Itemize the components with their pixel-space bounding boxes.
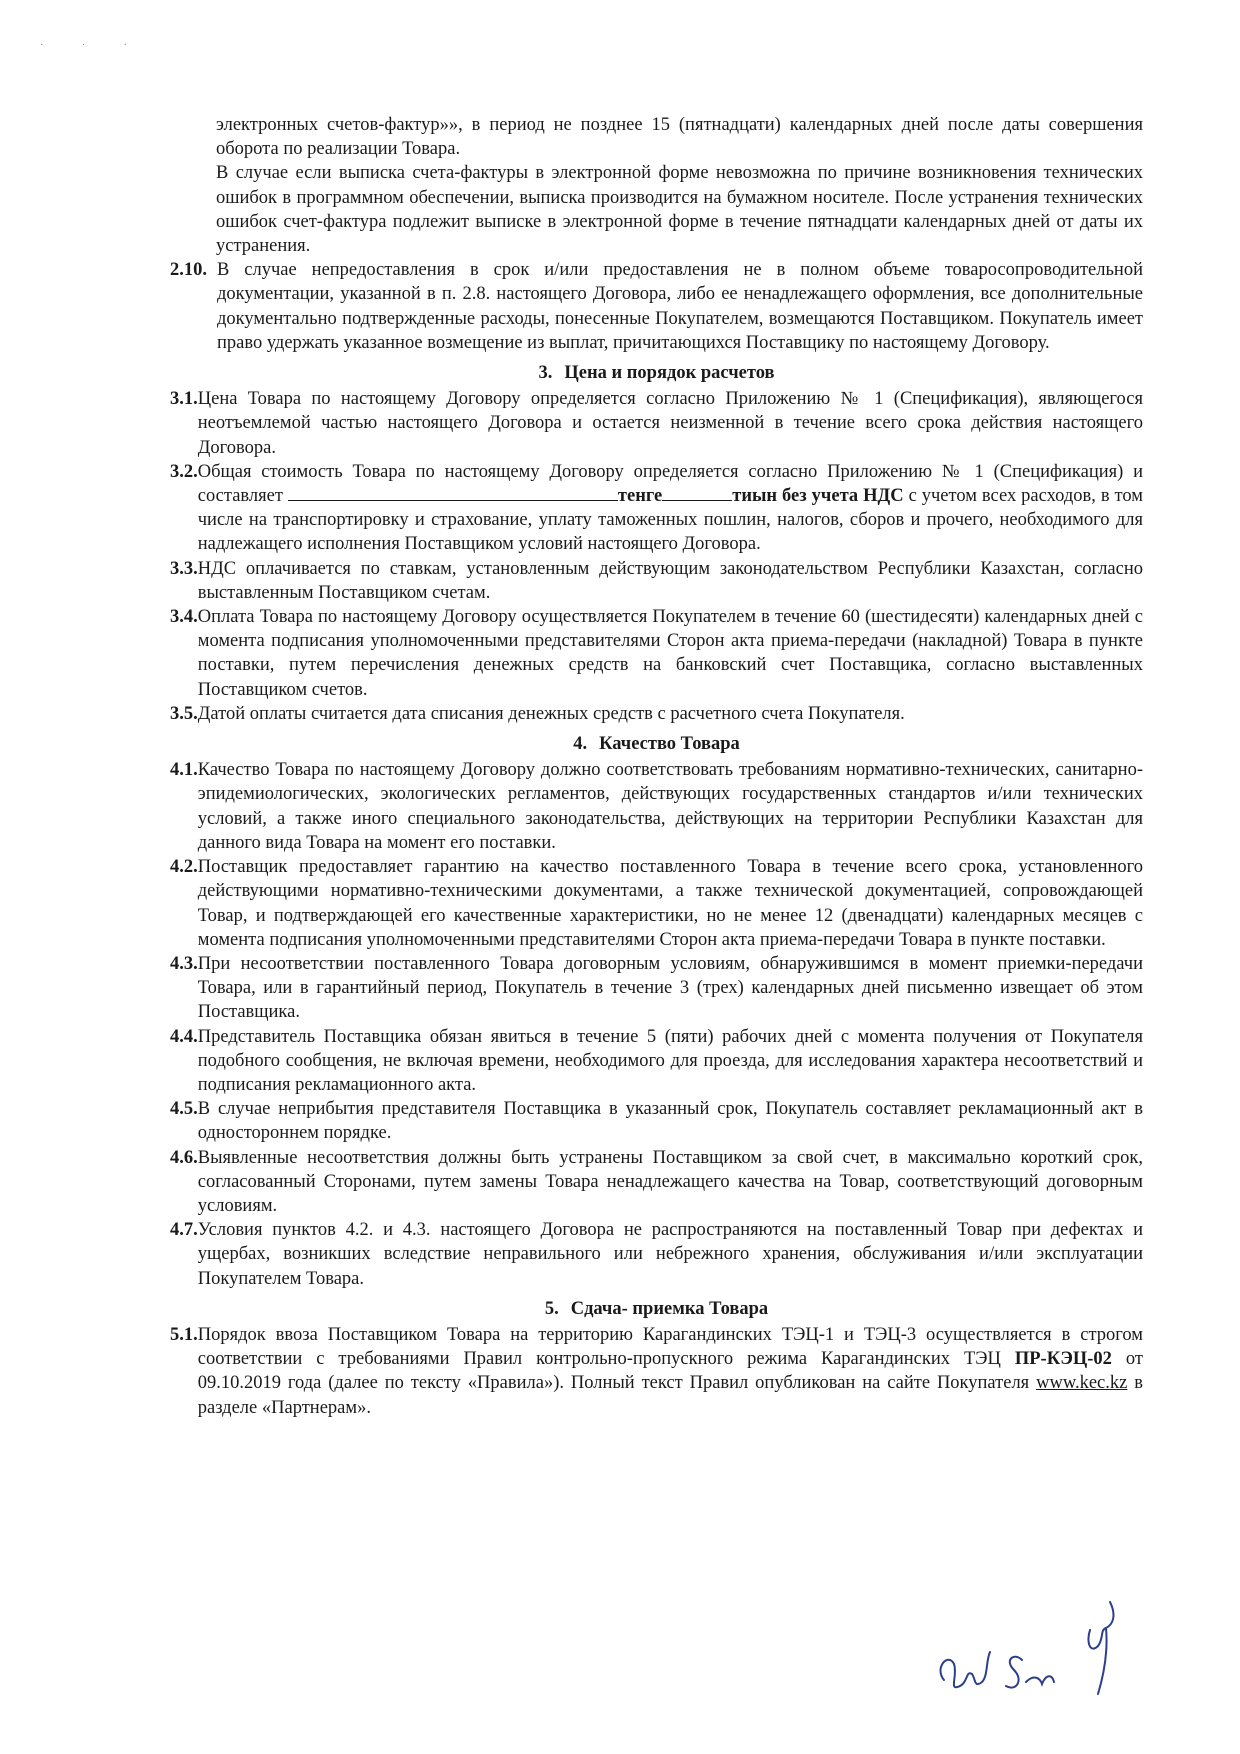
clause-text: Условия пунктов 4.2. и 4.3. настоящего Договора не распространяются на поставленный Товар при дефектах и ущербах, возникших вследствие неправильного или небрежного хранения, обслуживания и/или эксплуатации Покупателем Товара. [197, 1220, 1143, 1289]
clause-number: 2.10. [170, 260, 207, 281]
clause-4-2 [170, 855, 1143, 952]
clause-number: 3.1. [170, 389, 198, 410]
tiyn-label: тиын без учета [732, 486, 859, 507]
clause-4-3 [170, 952, 1143, 1025]
section-number: 5. [544, 1298, 559, 1319]
clause-text: В случае непредоставления в срок и/или предоставления не в полном объеме товаросопроводительной документации, указанной в п. 2.8. настоящего Договора, либо ее ненадлежащего оформления, все дополнительные документально подтвержденные расходы, понесенные Покупателем, возмещаются Поставщиком. Покупатель имеет право удержать указанное возмещение из выплат, причитающихся Поставщику по настоящему Договору. [217, 260, 1143, 353]
tiyn-blank-field [662, 484, 732, 501]
clause-text: Оплата Товара по настоящему Договору осуществляется Покупателем в течение 60 (шестидесяти) календарных дней с момента подписания уполномоченными представителями Сторон акта приема-передачи (накладной) Товара в пункте поставки, путем перечисления денежных средств на банковский счет Поставщика, согласно выставленных Поставщиком счетов. [197, 607, 1143, 700]
clause-number: 5.1. [170, 1324, 198, 1345]
clause-text: Выявленные несоответствия должны быть устранены Поставщиком за свой счет, в максимально короткий срок, согласованный Сторонами, путем замены Товара ненадлежащего качества на Товар, соответствующий договорным условиям. [197, 1147, 1143, 1216]
scan-artifact: · · · [40, 40, 145, 51]
clause-text: НДС оплачивается по ставкам, установленным действующим законодательством Республики Казахстан, согласно выставленным Поставщиком счетам. [197, 558, 1143, 603]
contract-text [170, 113, 1143, 1420]
clause-number: 4.6. [170, 1147, 198, 1168]
clause-3-2-line2: (Спецификация) и составляет [197, 461, 1144, 507]
clause-text: Качество Товара по настоящему Договору должно соответствовать требованиям нормативно-технических, санитарно-эпидемиологических, экологических регламентов, действующих государственных стандартов и/или технических условий, а также иного специального законодательства, действующих на территории Республики Казахстан для данного вида Товара на момент его поставки. [197, 760, 1143, 853]
section-number: 3. [538, 363, 553, 384]
clause-number: 3.3. [170, 558, 198, 579]
clause-4-4 [170, 1025, 1143, 1098]
section-4-heading [170, 732, 1143, 756]
clause-text [198, 460, 1143, 557]
clause-number: 4.5. [170, 1099, 198, 1120]
signature-3 [1088, 1602, 1113, 1694]
top-continuation [170, 113, 1143, 258]
clause-number: 4.1. [170, 760, 198, 781]
clause-5-1-part3: в разделе «Партнерам». [197, 1373, 1143, 1418]
signature-1 [941, 1652, 991, 1687]
clause-number: 4.7. [170, 1220, 198, 1241]
clause-text: Поставщик предоставляет гарантию на качество поставленного Товара в течение всего срока, установленного действующими нормативно-техническими документами, а также технической документацией, сопровождающей Товар, и подтверждающей его качественные характеристики, но не менее 12 (двенадцати) календарных месяцев с момента подписания уполномоченными представителями Сторон акта приема-передачи Товара в пункте поставки. [197, 857, 1143, 950]
website-link[interactable]: www.kec.kz [1036, 1373, 1128, 1394]
clause-4-5 [170, 1097, 1143, 1145]
clause-3-4 [170, 605, 1143, 702]
section-3-heading [170, 361, 1143, 385]
clause-2-10 [170, 258, 1143, 355]
clause-5-1-part2: от 09.10.2019 года (далее по тексту «Правила»). Полный текст Правил опубликован на сайте Покупателя [197, 1349, 1143, 1394]
clause-text: Датой оплаты считается дата списания денежных средств с расчетного счета Покупателя. [197, 703, 905, 724]
clause-4-6 [170, 1146, 1143, 1219]
clause-text: В случае неприбытия представителя Поставщика в указанный срок, Покупатель составляет рекламационный акт в одностороннем порядке. [197, 1099, 1143, 1144]
section-title: Сдача- приемка Товара [570, 1298, 769, 1319]
amount-blank-field [288, 484, 618, 501]
clause-text: При несоответствии поставленного Товара договорным условиям, обнаружившимся в момент приемки-передачи Товара, или в гарантийный период, Покупатель в течение 3 (трех) календарных дней письменно извещает об этом Поставщика. [197, 953, 1143, 1023]
section-5-heading [170, 1297, 1143, 1321]
section-title: Цена и порядок расчетов [564, 363, 775, 384]
clause-3-3 [170, 557, 1143, 605]
clause-5-1 [170, 1323, 1143, 1420]
clause-number: 4.3. [170, 953, 198, 974]
clause-3-1 [170, 387, 1143, 460]
handwritten-signatures [930, 1590, 1150, 1720]
rules-code: ПР-КЭЦ-02 [1014, 1349, 1112, 1370]
vat-label: НДС [863, 486, 904, 507]
clause-number: 3.4. [170, 607, 198, 628]
clause-number: 4.2. [170, 857, 198, 878]
clause-4-1 [170, 758, 1143, 855]
tenge-label: тенге [617, 486, 663, 507]
clause-3-2 [170, 460, 1143, 557]
clause-3-2-line1: Общая стоимость Товара по настоящему Договору определяется согласно Приложению № 1 [197, 461, 984, 482]
section-title: Качество Товара [599, 734, 740, 755]
clause-number: 4.4. [170, 1026, 198, 1047]
clause-text: Цена Товара по настоящему Договору определяется согласно Приложению № 1 (Спецификация), являющегося неотъемлемой частью настоящего Договора и остается неизменной в течение всего срока действия настоящего Договора. [197, 389, 1143, 458]
clause-3-5 [170, 702, 1143, 726]
clause-4-7 [170, 1218, 1143, 1291]
signature-2 [1006, 1657, 1054, 1688]
paragraph-invoice-deadline: электронных счетов-фактур»», в период не позднее 15 (пятнадцати) календарных дней после даты совершения оборота по реализации Товара. [216, 115, 1143, 160]
clause-number: 3.2. [170, 461, 198, 482]
clause-number: 3.5. [170, 703, 198, 724]
clause-5-1-part1: Порядок ввоза Поставщиком Товара на территорию Карагандинских ТЭЦ-1 и ТЭЦ-3 осуществляется в строгом соответствии с требованиями Правил контрольно-пропускного режима Карагандинских ТЭЦ [197, 1324, 1143, 1370]
paragraph-invoice-paper: В случае если выписка счета-фактуры в электронной форме невозможна по причине возникновения технических ошибок в программном обеспечении, выписка производится на бумажном носителе. После устранения технических ошибок счет-фактура подлежит выписке в электронной форме в течение пятнадцати календарных дней от даты их устранения. [216, 163, 1143, 257]
clause-text: Представитель Поставщика обязан явиться в течение 5 (пяти) рабочих дней с момента получения от Покупателя подобного сообщения, не включая времени, необходимого для проезда, для исследования характера несоответствий и подписания рекламационного акта. [197, 1026, 1143, 1095]
clause-text [198, 1323, 1143, 1420]
clause-3-2-rest: с учетом всех расходов, в том числе на транспортировку и страхование, уплату таможенных пошлин, налогов, сборов и прочего, необходимого для надлежащего исполнения Поставщиком условий настоящего Договора. [197, 486, 1143, 555]
section-number: 4. [573, 734, 588, 755]
